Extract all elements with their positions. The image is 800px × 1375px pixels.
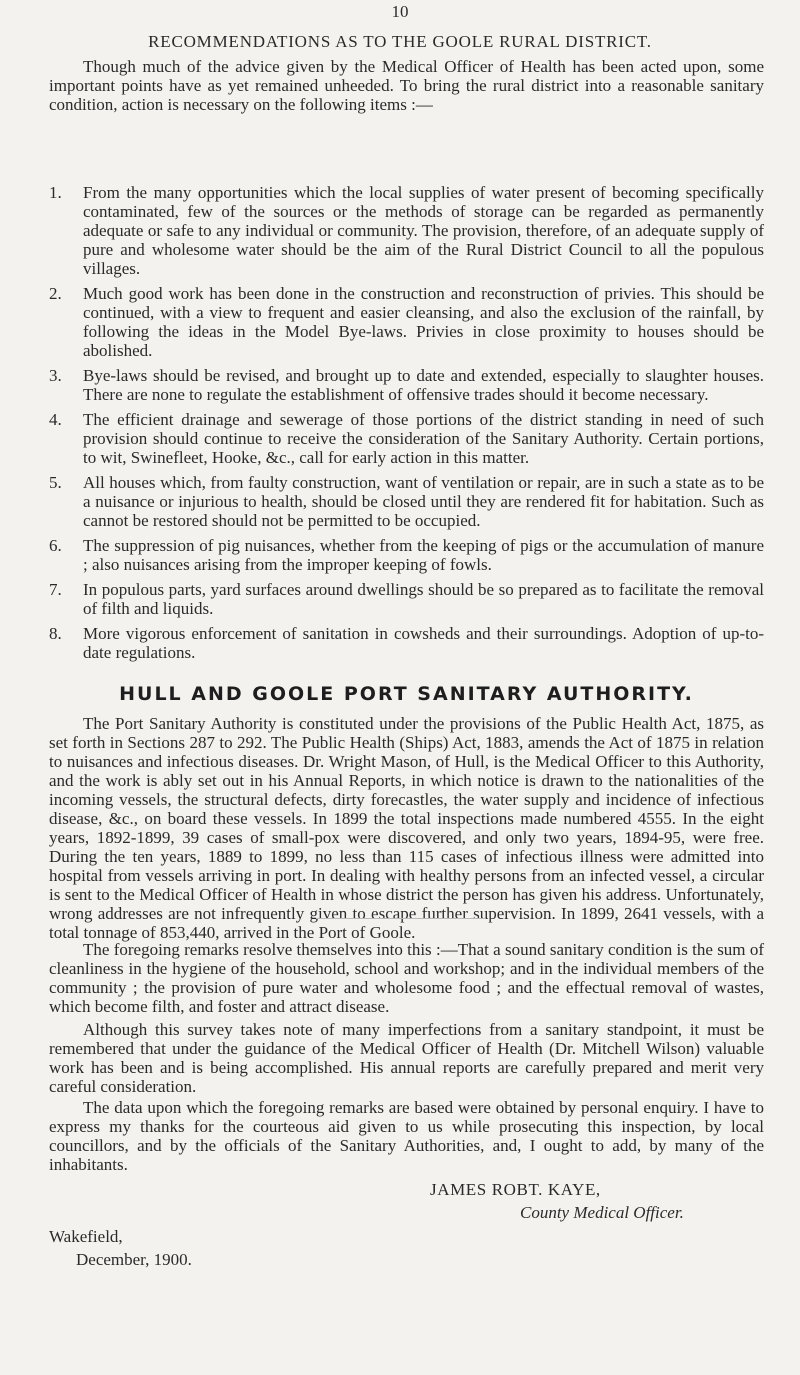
signature-date: December, 1900. — [76, 1250, 192, 1269]
list-item — [49, 624, 764, 662]
intro-paragraph: Though much of the advice given by the Medical Officer of Health has been acted upon, some important points have as yet remained unheeded. To bring the rural district into a reasonable sanitary condition, action is necessary on the following items :— — [49, 57, 764, 114]
section-heading-port-sanitary-authority: HULL AND GOOLE PORT SANITARY AUTHORITY. — [119, 683, 694, 705]
item-number: 5. — [49, 473, 62, 492]
item-number: 8. — [49, 624, 62, 643]
item-text: More vigorous enforcement of sanitation in cowsheds and their surroundings. Adoption of up-to-date regulations. — [83, 624, 764, 662]
signature-place: Wakefield, — [49, 1227, 123, 1246]
signatory-name: JAMES ROBT. KAYE, — [430, 1180, 601, 1199]
item-number: 7. — [49, 580, 62, 599]
item-number: 2. — [49, 284, 62, 303]
conclusion-paragraph-3: The data upon which the foregoing remarks are based were obtained by personal enquiry. I have to express my thanks for the courteous aid given to us while prosecuting this inspection, by local councillors, and by the officials of the Sanitary Authorities, and, I ought to add, by many of the inhabitants. — [49, 1098, 764, 1174]
conclusion-paragraph-2: Although this survey takes note of many imperfections from a sanitary standpoint, it must be remembered that under the guidance of the Medical Officer of Health (Dr. Mitchell Wilson) valuable work has been and is being accomplished. His annual reports are carefully prepared and merit very careful consideration. — [49, 1020, 764, 1096]
item-number: 4. — [49, 410, 62, 429]
list-item — [49, 580, 764, 618]
item-text: In populous parts, yard surfaces around dwellings should be so prepared as to facilitate the removal of filth and liquids. — [83, 580, 764, 618]
list-item — [49, 284, 764, 360]
item-text: The suppression of pig nuisances, whether from the keeping of pigs or the accumulation of manure ; also nuisances arising from the improper keeping of fowls. — [83, 536, 764, 574]
item-number: 1. — [49, 183, 62, 202]
list-item — [49, 183, 764, 278]
item-text: All houses which, from faulty construction, want of ventilation or repair, are in such a state as to be a nuisance or injurious to health, should be closed until they are rendered fit for habitation. Such as cannot be restored should not be permitted to be occupied. — [83, 473, 764, 530]
item-number: 3. — [49, 366, 62, 385]
list-item — [49, 366, 764, 404]
item-number: 6. — [49, 536, 62, 555]
port-authority-paragraph: The Port Sanitary Authority is constituted under the provisions of the Public Health Act, 1875, as set forth in Sections 287 to 292. The Public Health (Ships) Act, 1883, amends the Act of 1875 in relation to nuisances and infectious diseases. Dr. Wright Mason, of Hull, is the Medical Officer to this Authority, and the work is ably set out in his Annual Reports, in which notice is drawn to the nationalities of the incoming vessels, the structural defects, dirty forecastles, the water supply and incidence of infectious disease, &c., on board these vessels. In 1899 the total inspections made numbered 4555. In the eight years, 1892-1899, 39 cases of small-pox were discovered, and only two years, 1894-95, were free. During the ten years, 1889 to 1899, no less than 115 cases of infectious illness were admitted into hospital from vessels arriving in port. In dealing with healthy persons from an infected vessel, a circular is sent to the Medical Officer of Health in whose district the person has given his address. Unfortunately, wrong addresses are not infrequently given to escape further supervision. In 1899, 2641 vessels, with a total tonnage of 853,440, arrived in the Port of Goole. — [49, 714, 764, 942]
list-item — [49, 410, 764, 467]
item-text: From the many opportunities which the local supplies of water present of becoming specifically contaminated, few of the sources or the methods of storage can be regarded as permanently adequate or safe to any individual or community. The provision, therefore, of an adequate supply of pure and wholesome water should be the aim of the Rural District Council to all the populous villages. — [83, 183, 764, 278]
signatory-title: County Medical Officer. — [520, 1203, 684, 1222]
item-text: The efficient drainage and sewerage of those portions of the district standing in need of such provision should continue to receive the consideration of the Sanitary Authority. Certain portions, to wit, Swinefleet, Hooke, &c., call for early action in this matter. — [83, 410, 764, 467]
list-item — [49, 536, 764, 574]
list-item — [49, 473, 764, 530]
item-text: Much good work has been done in the construction and reconstruction of privies. This should be continued, with a view to frequent and easier cleansing, and also the exclusion of the rainfall, by following the ideas in the Model Bye-laws. Privies in close proximity to houses should be abolished. — [83, 284, 764, 360]
item-text: Bye-laws should be revised, and brought up to date and extended, especially to slaughter houses. There are none to regulate the establishment of offensive trades should it become necessary. — [83, 366, 764, 404]
recommendations-list — [49, 183, 764, 668]
conclusion-paragraph-1: The foregoing remarks resolve themselves into this :—That a sound sanitary condition is the sum of cleanliness in the hygiene of the household, school and workshop; and in the individual members of the community ; the provision of pure water and wholesome food ; and the effectual removal of wastes, which become filth, and foster and attract disease. — [49, 940, 764, 1016]
section-divider — [316, 918, 486, 919]
section-heading-recommendations: RECOMMENDATIONS AS TO THE GOOLE RURAL DISTRICT. — [148, 32, 652, 51]
page-number: 10 — [391, 2, 409, 21]
